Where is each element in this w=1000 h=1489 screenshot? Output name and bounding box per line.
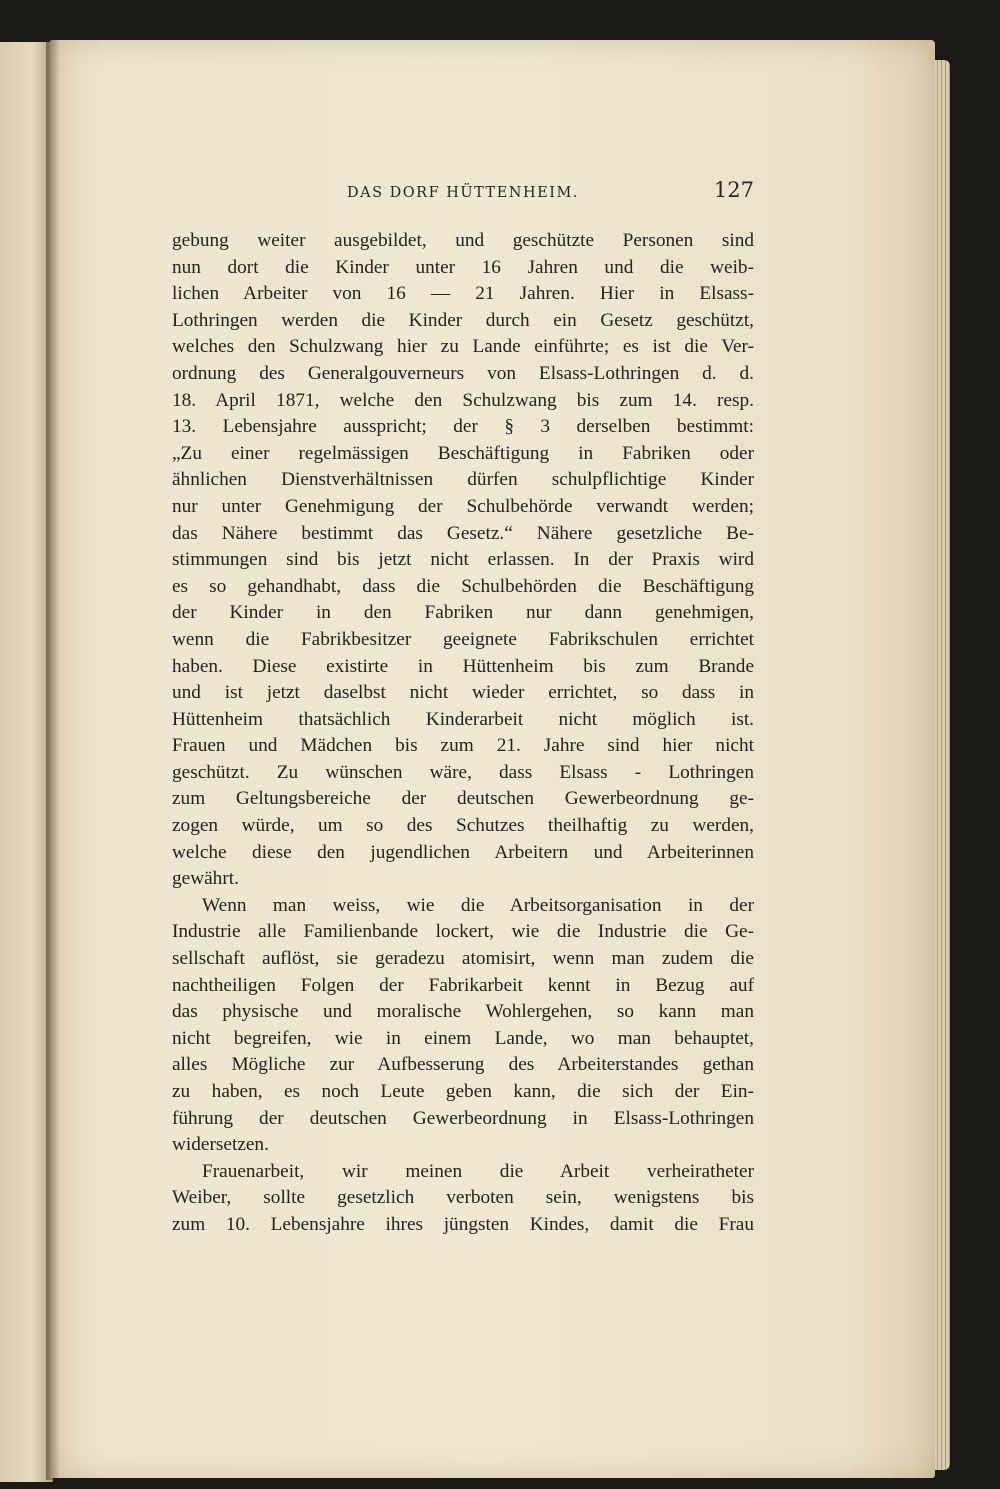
- text-line: Industrie alle Familienbande lockert, wie die Industrie die Ge-: [172, 921, 754, 943]
- text-line: nicht begreifen, wie in einem Lande, wo man behauptet,: [172, 1027, 754, 1049]
- text-line: das physische und moralische Wohlergehen, so kann man: [172, 1001, 754, 1023]
- text-line: Lothringen werden die Kinder durch ein Gesetz geschützt,: [172, 309, 754, 331]
- text-line: 18. April 1871, welche den Schulzwang bis zum 14. resp.: [172, 389, 754, 411]
- text-line: 13. Lebensjahre ausspricht; der § 3 derselben bestimmt:: [172, 416, 754, 438]
- text-line: Hüttenheim thatsächlich Kinderarbeit nicht möglich ist.: [172, 708, 754, 730]
- text-line: welches den Schulzwang hier zu Lande einführte; es ist die Ver-: [172, 336, 754, 358]
- running-title: DAS DORF HÜTTENHEIM.: [347, 185, 579, 201]
- text-line: Weiber, sollte gesetzlich verboten sein, wenigstens bis: [172, 1187, 754, 1209]
- body-text: [172, 228, 754, 1239]
- page-number: 127: [713, 178, 754, 202]
- text-line-paragraph-end: widersetzen.: [172, 1134, 269, 1156]
- text-line: der Kinder in den Fabriken nur dann genehmigen,: [172, 602, 754, 624]
- gutter-shadow: [46, 40, 60, 1480]
- text-line: wenn die Fabrikbesitzer geeignete Fabrikschulen errichtet: [172, 628, 754, 650]
- text-line: Frauen und Mädchen bis zum 21. Jahre sind hier nicht: [172, 735, 754, 757]
- text-line: haben. Diese existirte in Hüttenheim bis zum Brande: [172, 655, 754, 677]
- text-line: nachtheiligen Folgen der Fabrikarbeit kennt in Bezug auf: [172, 974, 754, 996]
- text-line: lichen Arbeiter von 16 — 21 Jahren. Hier in Elsass-: [172, 283, 754, 305]
- text-line: ordnung des Generalgouverneurs von Elsass-Lothringen d. d.: [172, 362, 754, 384]
- text-line: und ist jetzt daselbst nicht wieder errichtet, so dass in: [172, 682, 754, 704]
- text-line: stimmungen sind bis jetzt nicht erlassen. In der Praxis wird: [172, 549, 754, 571]
- text-line: alles Mögliche zur Aufbesserung des Arbeiterstandes gethan: [172, 1054, 754, 1076]
- text-line: welche diese den jugendlichen Arbeitern und Arbeiterinnen: [172, 841, 754, 863]
- text-line: ähnlichen Dienstverhältnissen dürfen schulpflichtige Kinder: [172, 469, 754, 491]
- text-line: es so gehandhabt, dass die Schulbehörden die Beschäftigung: [172, 575, 754, 597]
- text-line: zum Geltungsbereiche der deutschen Gewerbeordnung ge-: [172, 788, 754, 810]
- text-line: das Nähere bestimmt das Gesetz.“ Nähere gesetzliche Be-: [172, 522, 754, 544]
- text-line-paragraph-start: Frauenarbeit, wir meinen die Arbeit verheiratheter: [202, 1160, 754, 1182]
- text-line: nun dort die Kinder unter 16 Jahren und die weib-: [172, 256, 754, 278]
- running-head: [172, 178, 754, 208]
- text-line: zu haben, es noch Leute geben kann, die sich der Ein-: [172, 1081, 754, 1102]
- text-line-paragraph-end: gewährt.: [172, 868, 239, 890]
- text-line: sellschaft auflöst, sie geradezu atomisirt, wenn man zudem die: [172, 948, 754, 970]
- text-line: zogen würde, um so des Schutzes theilhaftig zu werden,: [172, 815, 754, 837]
- text-line-paragraph-start: Wenn man weiss, wie die Arbeitsorganisation in der: [202, 894, 754, 916]
- text-line: geschützt. Zu wünschen wäre, dass Elsass - Lothringen: [172, 761, 754, 783]
- text-line: führung der deutschen Gewerbeordnung in Elsass-Lothringen: [172, 1107, 754, 1129]
- text-line: zum 10. Lebensjahre ihres jüngsten Kindes, damit die Frau: [172, 1213, 754, 1235]
- text-line: „Zu einer regelmässigen Beschäftigung in Fabriken oder: [172, 442, 754, 464]
- text-line: gebung weiter ausgebildet, und geschützte Personen sind: [172, 230, 754, 251]
- text-line: nur unter Genehmigung der Schulbehörde verwandt werden;: [172, 495, 754, 517]
